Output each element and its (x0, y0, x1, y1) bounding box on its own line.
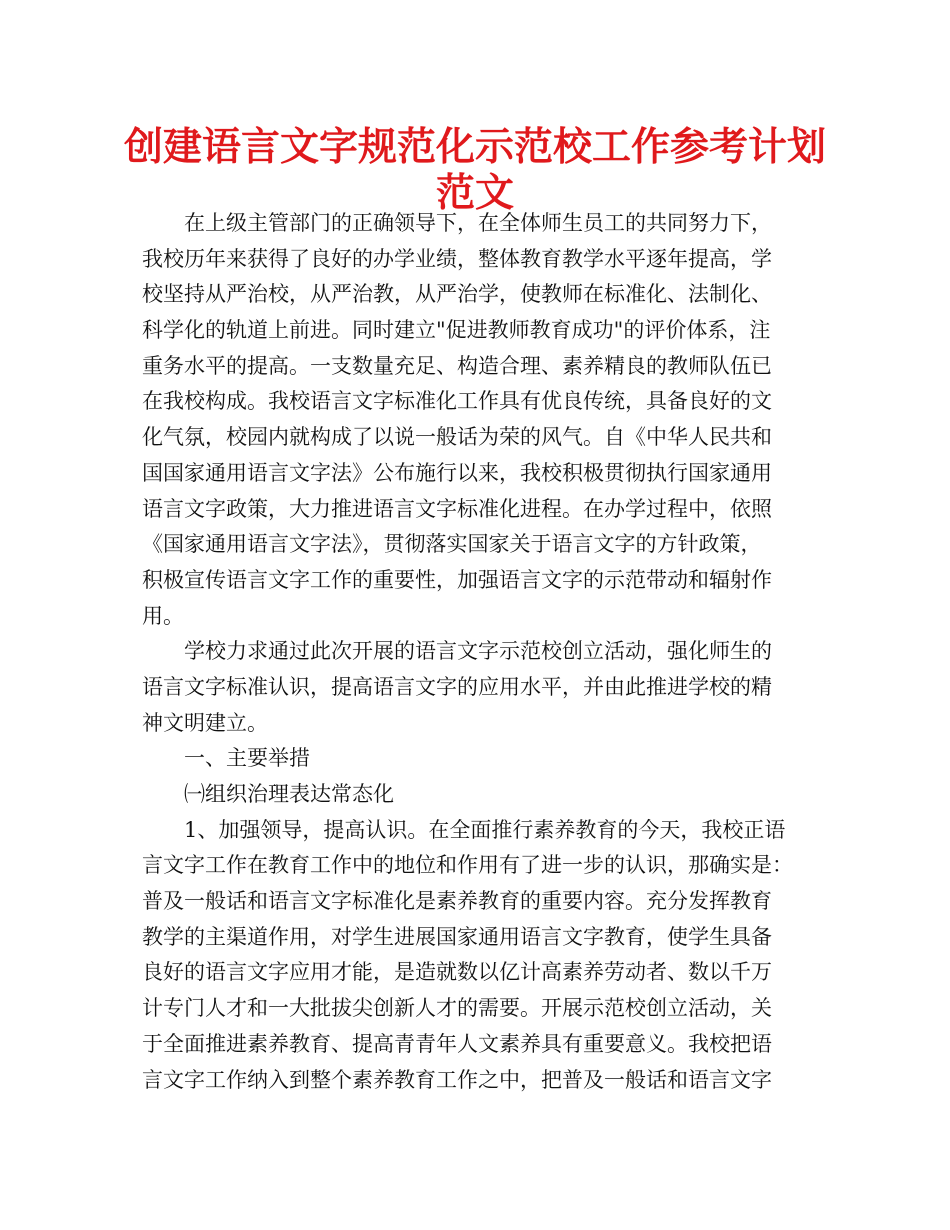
document-title-line-1: 创建语言文字规范化示范校工作参考计划 (123, 125, 826, 170)
paragraph (142, 813, 832, 1099)
text-line: 化气氛，校园内就构成了以说一般话为荣的风气。自《中华人民共和 (142, 425, 772, 450)
text-line: 语言文字标准认识，提高语言文字的应用水平，并由此推进学校的精 (142, 674, 772, 699)
paragraph (142, 206, 832, 634)
text-line: 校坚持从严治校，从严治教，从严治学，使教师在标准化、法制化、 (142, 282, 772, 307)
section-heading (142, 741, 832, 777)
text-line: 学校力求通过此次开展的语言文字示范校创立活动，强化师生的 (184, 639, 772, 664)
text-line: 神文明建立。 (142, 710, 268, 735)
text-line: 在我校构成。我校语言文字标准化工作具有优良传统，具备良好的文 (142, 389, 772, 414)
text-line: 言文字工作纳入到整个素养教育工作之中，把普及一般话和语言文字 (142, 1067, 772, 1092)
text-line: 积极宣传语言文字工作的重要性，加强语言文字的示范带动和辐射作 (142, 567, 772, 592)
text-line: 计专门人才和一大批拔尖创新人才的需要。开展示范校创立活动，关 (142, 996, 772, 1021)
text-line: 在上级主管部门的正确领导下，在全体师生员工的共同努力下， (184, 211, 772, 235)
text-line: 重务水平的提高。一支数量充足、构造合理、素养精良的教师队伍已 (142, 353, 772, 378)
text-line: 教学的主渠道作用，对学生进展国家通用语言文字教育，使学生具备 (142, 924, 772, 949)
paragraph (142, 634, 832, 741)
text-line: 普及一般话和语言文字标准化是素养教育的重要内容。充分发挥教育 (142, 889, 772, 914)
text-line: 语言文字政策，大力推进语言文字标准化进程。在办学过程中，依照 (142, 496, 772, 521)
subsection-heading (142, 777, 832, 813)
text-line: 国国家通用语言文字法》公布施行以来，我校积极贯彻执行国家通用 (142, 460, 772, 485)
text-line: 言文字工作在教育工作中的地位和作用有了进一步的认识，那确实是： (142, 853, 793, 878)
document-title-line-2: 范文 (435, 171, 514, 216)
text-line: 《国家通用语言文字法》，贯彻落实国家关于语言文字的方针政策， (142, 532, 762, 557)
text-line: 良好的语言文字应用才能，是造就数以亿计高素养劳动者、数以千万 (142, 960, 772, 985)
text-line: 科学化的轨道上前进。同时建立"促进教师教育成功"的评价体系，注 (142, 318, 771, 343)
document-body (142, 206, 832, 1098)
text-line: 一、主要举措 (184, 746, 310, 771)
text-line: 1、加强领导，提高认识。在全面推行素养教育的今天，我校正语 (184, 817, 786, 842)
text-line: 用。 (142, 603, 184, 628)
text-line: ㈠组织治理表达常态化 (184, 782, 394, 806)
text-line: 于全面推进素养教育、提高青青年人文素养具有重要意义。我校把语 (142, 1031, 772, 1056)
text-line: 我校历年来获得了良好的办学业绩，整体教育教学水平逐年提高，学 (142, 246, 772, 271)
